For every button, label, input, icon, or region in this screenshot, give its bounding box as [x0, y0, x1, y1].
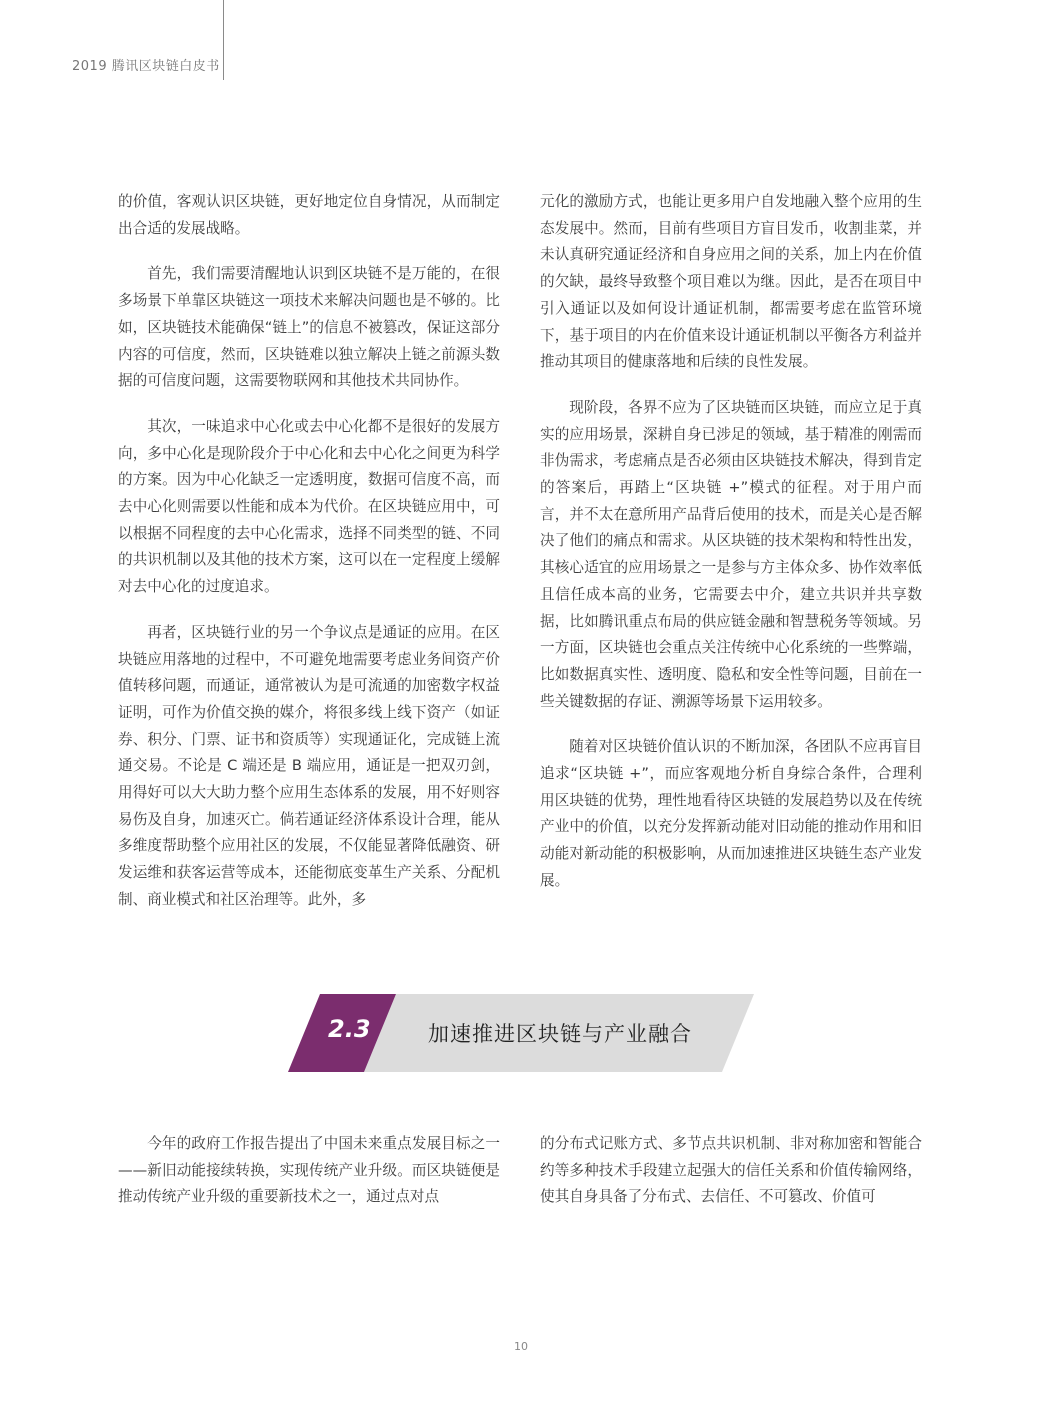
section-title: 加速推进区块链与产业融合: [428, 1022, 692, 1046]
document-header-title: 2019 腾讯区块链白皮书: [72, 59, 220, 74]
page-number: 10: [514, 1340, 528, 1353]
section-heading-banner: [288, 994, 754, 1072]
header-divider-line: [223, 0, 224, 80]
right-column-bottom: [540, 1131, 922, 1230]
paragraph: 首先，我们需要清醒地认识到区块链不是万能的，在很多场景下单靠区块链这一项技术来解决问题也是不够的。比如，区块链技术能确保“链上”的信息不被篡改，保证这部分内容的可信度，然而，区块链难以独立解决上链之前源头数据的可信度问题，这需要物联网和其他技术共同协作。: [118, 265, 500, 390]
paragraph: 元化的激励方式，也能让更多用户自发地融入整个应用的生态发展中。然而，目前有些项目方盲目发币，收割韭菜，并未认真研究通证经济和自身应用之间的关系，加上内在价值的欠缺，最终导致整个项目难以为继。因此，是否在项目中引入通证以及如何设计通证机制，都需要考虑在监管环境下，基于项目的内在价值来设计通证机制以平衡各方利益并推动其项目的健康落地和后续的良性发展。: [540, 193, 922, 371]
paragraph: 今年的政府工作报告提出了中国未来重点发展目标之一——新旧动能接续转换，实现传统产业升级。而区块链便是推动传统产业升级的重要新技术之一，通过点对点: [118, 1135, 500, 1206]
paragraph: 随着对区块链价值认识的不断加深，各团队不应再盲目追求“区块链 +”，而应客观地分析自身综合条件，合理利用区块链的优势，理性地看待区块链的发展趋势以及在传统产业中的价值，以充分发挥新动能对旧动能的推动作用和旧动能对新动能的积极影响，从而加速推进区块链生态产业发展。: [540, 738, 922, 889]
section-number: 2.3: [328, 1015, 371, 1043]
paragraph: 再者，区块链行业的另一个争议点是通证的应用。在区块链应用落地的过程中，不可避免地需要考虑业务间资产价值转移问题，而通证，通常被认为是可流通的加密数字权益证明，可作为价值交换的媒介，将很多线上线下资产（如证券、积分、门票、证书和资质等）实现通证化，完成链上流通交易。不论是 C 端还是 B 端应用，通证是一把双刃剑，用得好可以大大助力整个应用生态体系的发展，用不好则容易伤及自身，加速灭亡。倘若通证经济体系设计合理，能从多维度帮助整个应用社区的发展，不仅能显著降低融资、研发运维和获客运营等成本，还能彻底变革生产关系、分配机制、商业模式和社区治理等。此外，多: [118, 623, 500, 908]
left-column-top: [118, 189, 500, 933]
paragraph: 现阶段，各界不应为了区块链而区块链，而应立足于真实的应用场景，深耕自身已涉足的领域，基于精准的刚需而非伪需求，考虑痛点是否必须由区块链技术解决，得到肯定的答案后，再踏上“区块链 +”模式的征程。对于用户而言，并不太在意所用产品背后使用的技术，而是关心是否解决了他们的痛点和需求。从区块链的技术架构和特性出发，其核心适宜的应用场景之一是参与方主体众多、协作效率低且信任成本高的业务，它需要去中介，建立共识并共享数据，比如腾讯重点布局的供应链金融和智慧税务等领域。另一方面，区块链也会重点关注传统中心化系统的一些弊端，比如数据真实性、透明度、隐私和安全性等问题，目前在一些关键数据的存证、溯源等场景下运用较多。: [540, 398, 922, 710]
paragraph: 其次，一味追求中心化或去中心化都不是很好的发展方向，多中心化是现阶段介于中心化和去中心化之间更为科学的方案。因为中心化缺乏一定透明度，数据可信度不高，而去中心化则需要以性能和成本为代价。在区块链应用中，可以根据不同程度的去中心化需求，选择不同类型的链、不同的共识机制以及其他的技术方案，这可以在一定程度上缓解对去中心化的过度追求。: [118, 417, 500, 596]
paragraph: 的价值，客观认识区块链，更好地定位自身情况，从而制定出合适的发展战略。: [118, 193, 500, 237]
right-column-top: [540, 189, 922, 914]
left-column-bottom: [118, 1131, 500, 1230]
paragraph: 的分布式记账方式、多节点共识机制、非对称加密和智能合约等多种技术手段建立起强大的信任关系和价值传输网络，使其自身具备了分布式、去信任、不可篡改、价值可: [540, 1135, 922, 1206]
